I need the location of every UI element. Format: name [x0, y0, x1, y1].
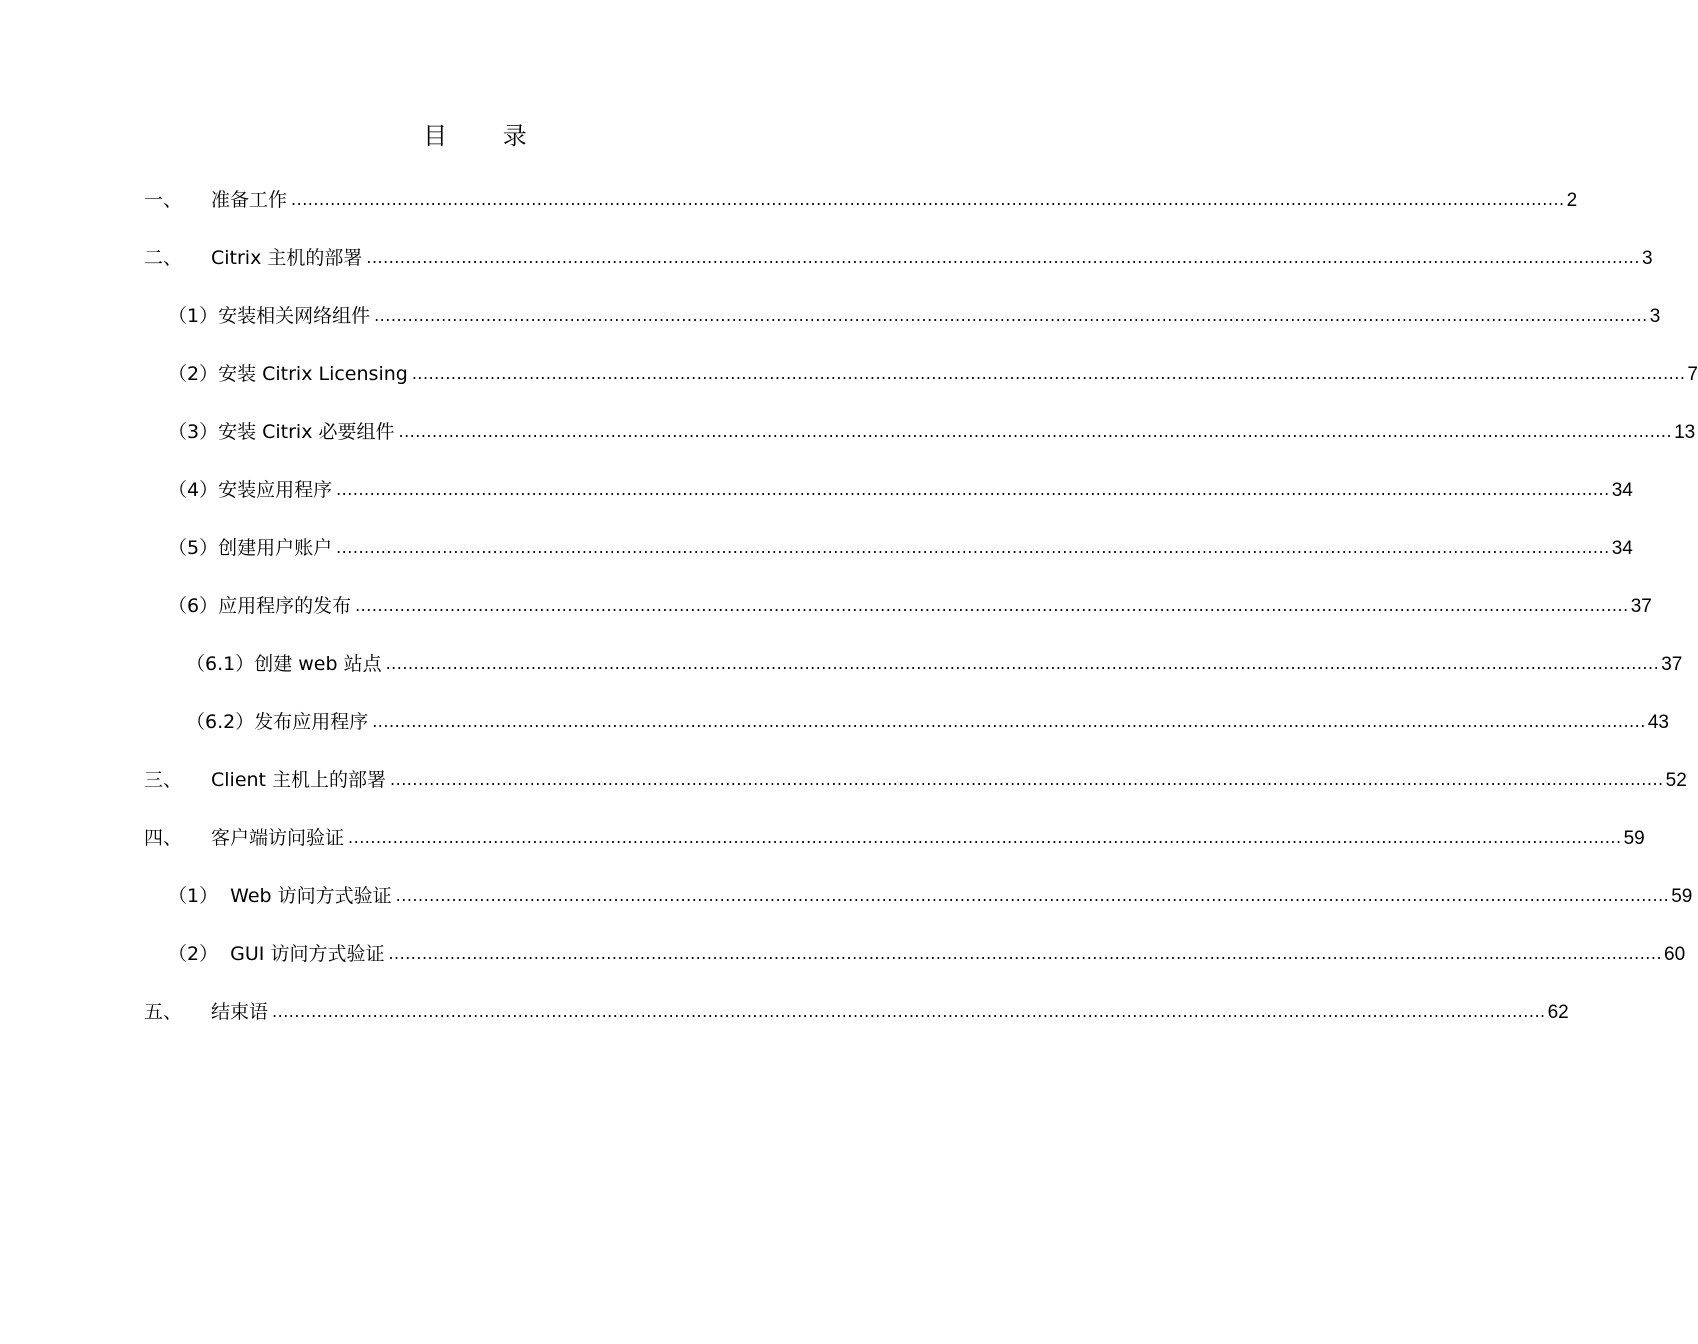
toc-leader: .................................................................................................................................................................................................................................... [272, 1002, 1546, 1021]
toc-entry-page: 43 [1647, 712, 1669, 733]
toc-entry-number: 四、 [144, 827, 183, 849]
toc-entry-14[interactable] [168, 926, 1686, 966]
toc-entry-label: 客户端访问验证 [211, 827, 345, 849]
toc-entry-page: 59 [1671, 886, 1693, 907]
toc-leader: .................................................................................................................................................................................................................................... [411, 364, 1686, 383]
toc-leader: .................................................................................................................................................................................................................................... [291, 190, 1565, 209]
toc-leader: .................................................................................................................................................................................................................................... [385, 654, 1660, 673]
toc-leader: .................................................................................................................................................................................................................................... [395, 886, 1670, 905]
toc-entry-page: 34 [1611, 480, 1633, 501]
toc-entry-label: （1） Web 访问方式验证 [168, 885, 392, 907]
toc-entry-number: 三、 [144, 769, 183, 791]
toc-entry-3[interactable] [168, 288, 1661, 328]
toc-leader: .................................................................................................................................................................................................................................... [390, 770, 1664, 789]
toc-entry-label: 结束语 [211, 1001, 269, 1023]
toc-entry-2[interactable] [144, 230, 1653, 270]
toc-entry-label: （4）安装应用程序 [168, 479, 333, 501]
toc-entry-page: 34 [1611, 538, 1633, 559]
toc-entry-8[interactable] [168, 578, 1652, 618]
toc-entry-page: 37 [1630, 596, 1652, 617]
toc-entry-4[interactable] [168, 346, 1698, 386]
toc-leader: .................................................................................................................................................................................................................................... [348, 828, 1622, 847]
toc-entry-page: 7 [1687, 364, 1698, 385]
toc-entry-label: Client 主机上的部署 [211, 769, 387, 791]
toc-entry-label: （2） GUI 访问方式验证 [168, 943, 385, 965]
toc-leader: .................................................................................................................................................................................................................................... [355, 596, 1629, 615]
toc-entry-label: Citrix 主机的部署 [211, 247, 363, 269]
toc-entry-7[interactable] [168, 520, 1633, 560]
toc-leader: .................................................................................................................................................................................................................................... [374, 306, 1648, 325]
toc-entry-15[interactable] [144, 984, 1569, 1024]
toc-entry-page: 13 [1674, 422, 1696, 443]
toc-entry-11[interactable] [144, 752, 1687, 792]
toc-leader: .................................................................................................................................................................................................................................... [366, 248, 1640, 267]
toc-entry-10[interactable] [186, 694, 1669, 734]
toc-entry-number: 五、 [144, 1001, 183, 1023]
toc-entry-label: （1）安装相关网络组件 [168, 305, 371, 327]
toc-entry-page: 3 [1649, 306, 1661, 327]
toc-entry-number: 二、 [144, 247, 183, 269]
toc-leader: .................................................................................................................................................................................................................................... [398, 422, 1673, 441]
toc-entry-number: 一、 [144, 189, 183, 211]
toc-entry-label: （6.2）发布应用程序 [186, 711, 369, 733]
toc-entry-label: （3）安装 Citrix 必要组件 [168, 421, 395, 443]
toc-entry-page: 3 [1641, 248, 1653, 269]
toc-leader: .................................................................................................................................................................................................................................... [372, 712, 1646, 731]
toc-entry-page: 62 [1547, 1002, 1569, 1023]
toc-leader: .................................................................................................................................................................................................................................... [336, 538, 1610, 557]
toc-entry-5[interactable] [168, 404, 1696, 444]
toc-entry-label: 准备工作 [211, 189, 288, 211]
toc-leader: .................................................................................................................................................................................................................................... [388, 944, 1663, 963]
toc-entry-6[interactable] [168, 462, 1633, 502]
toc-entry-label: （6.1）创建 web 站点 [186, 653, 382, 675]
toc-entry-page: 59 [1623, 828, 1645, 849]
toc-entry-label: （6）应用程序的发布 [168, 595, 352, 617]
toc-entry-page: 52 [1665, 770, 1687, 791]
toc-leader: .................................................................................................................................................................................................................................... [336, 480, 1610, 499]
toc-entry-page: 2 [1566, 190, 1578, 211]
toc-title: 目 录 [423, 122, 551, 150]
toc-entry-9[interactable] [186, 636, 1683, 676]
toc-entry-page: 37 [1661, 654, 1683, 675]
toc-entry-13[interactable] [168, 868, 1693, 908]
toc-entry-1[interactable] [144, 172, 1578, 212]
toc-entry-label: （2）安装 Citrix Licensing [168, 363, 408, 385]
toc-entry-page: 60 [1664, 944, 1686, 965]
toc-entry-label: （5）创建用户账户 [168, 537, 333, 559]
toc-entry-12[interactable] [144, 810, 1645, 850]
